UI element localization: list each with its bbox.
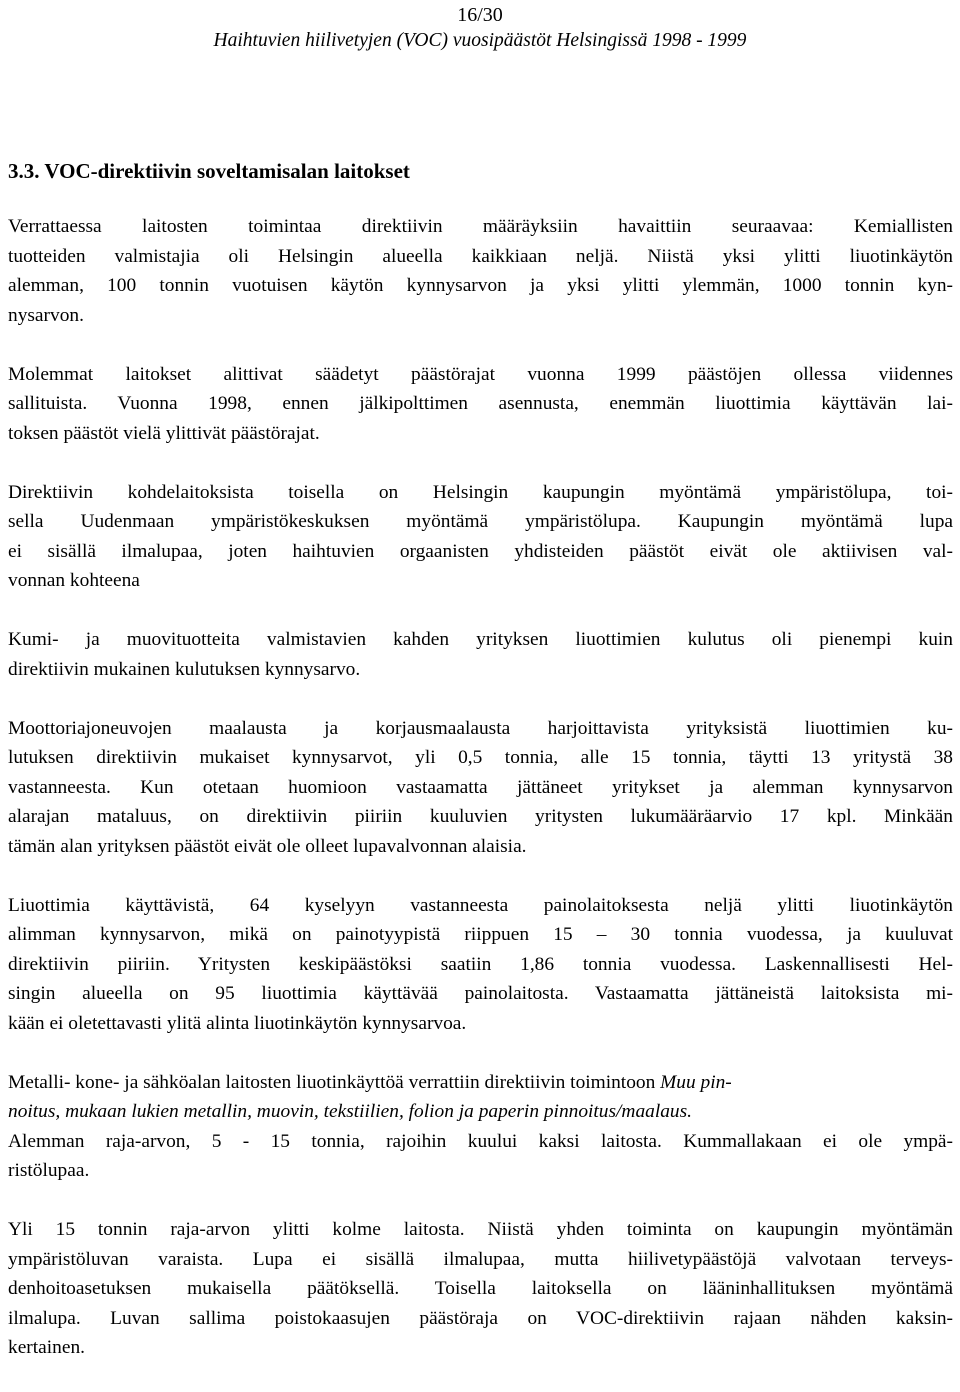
document-title: Haihtuvien hiilivetyjen (VOC) vuosipäästöt Helsingissä 1998 - 1999 xyxy=(213,30,747,51)
text-line: direktiivin piiriin. Yritysten keskipäästöksi saatiin 1,86 tonnia vuodessa. Laskennallisesti Hel- xyxy=(8,953,953,975)
text-line: sella Uudenmaan ympäristökeskuksen myöntämä ympäristölupa. Kaupungin myöntämä lupa xyxy=(8,511,953,532)
text-line: alarajan mataluus, on direktiivin piiriin kuuluvien yritysten lukumääräarvio 17 kpl. Minkään xyxy=(8,806,953,827)
text-line: singin alueella on 95 liuottimia käyttävää painolaitosta. Vastaamatta jättäneistä laitoksista mi- xyxy=(8,983,953,1004)
text-line: vonnan kohteena xyxy=(8,570,140,591)
activity-name-italic: Muu pin- xyxy=(660,1071,732,1093)
text-line: vastanneesta. Kun otetaan huomioon vastaamatta jättäneet yritykset ja alemman kynnysarvon xyxy=(8,776,953,798)
text-line: kertainen. xyxy=(8,1337,85,1358)
text-line: lutuksen direktiivin mukaiset kynnysarvot, yli 0,5 tonnia, alle 15 tonnia, täytti 13 yritystä 38 xyxy=(8,747,953,768)
text-line: toksen päästöt vielä ylittivät päästörajat. xyxy=(8,422,320,444)
text-line: tuotteiden valmistajia oli Helsingin alueella kaikkiaan neljä. Niistä yksi ylitti liuotinkäytön xyxy=(8,245,953,267)
activity-name-italic: noitus, mukaan lukien metallin, muovin, tekstiilien, folion ja paperin pinnoitus/maalaus. xyxy=(8,1101,693,1122)
text-line: Alemman raja-arvon, 5 - 15 tonnia, rajoihin kuului kaksi laitosta. Kummallakaan ei ole ympä- xyxy=(8,1130,953,1152)
text-line: alemman, 100 tonnin vuotuisen käytön kynnysarvon ja yksi ylitti ylemmän, 1000 tonnin kyn- xyxy=(8,275,953,296)
paragraph-metal-industry xyxy=(8,1068,953,1186)
section-heading: 3.3. VOC-direktiivin soveltamisalan laitokset xyxy=(8,159,410,183)
text-line: nysarvon. xyxy=(8,304,84,326)
page-header xyxy=(0,2,960,54)
text-line: sallituista. Vuonna 1998, ennen jälkipolttimen asennusta, enemmän liuottimia käyttävän lai- xyxy=(8,393,953,414)
text-line: ilmalupa. Luvan sallima poistokaasujen päästöraja on VOC-direktiivin rajaan nähden kaksin- xyxy=(8,1307,953,1329)
text-line: ristölupaa. xyxy=(8,1160,90,1181)
text-line: Liuottimia käyttävistä, 64 kyselyyn vastanneesta painolaitoksesta neljä ylitti liuotinkäytön xyxy=(8,894,953,916)
text-line: Verrattaessa laitosten toimintaa direktiivin määräyksiin havaittiin seuraavaa: Kemiallisten xyxy=(8,216,953,237)
text-line: Moottoriajoneuvojen maalausta ja korjausmaalausta harjoittavista yrityksistä liuottimien ku- xyxy=(8,717,953,739)
body-text xyxy=(8,212,953,1392)
text-segment: Metalli- kone- ja sähköalan laitosten liuotinkäyttöä verrattiin direktiivin toimintoon xyxy=(8,1071,661,1093)
text-line: kään ei oletettavasti ylitä alinta liuotinkäytön kynnysarvoa. xyxy=(8,1012,467,1034)
paragraph-vehicle-painting xyxy=(8,714,953,862)
paragraph-printing-works xyxy=(8,891,953,1039)
text-line xyxy=(8,1068,953,1098)
paragraph-environmental-permits xyxy=(8,478,953,596)
text-line: Direktiivin kohdelaitoksista toisella on Helsingin kaupungin myöntämä ympäristölupa, toi- xyxy=(8,481,953,503)
paragraph-chemical-manufacturers xyxy=(8,212,953,330)
text-line: Molemmat laitokset alittivat säädetyt päästörajat vuonna 1999 päästöjen ollessa viidennes xyxy=(8,363,953,385)
text-line: ei sisällä ilmalupaa, joten haihtuvien orgaanisten yhdisteiden päästöt eivät ole aktiivisen val- xyxy=(8,540,953,562)
paragraph-emission-limits xyxy=(8,360,953,449)
text-line: Kumi- ja muovituotteita valmistavien kahden yrityksen liuottimien kulutus oli pienempi kuin xyxy=(8,629,953,650)
paragraph-rubber-plastics xyxy=(8,625,953,684)
text-line: direktiivin mukainen kulutuksen kynnysarvo. xyxy=(8,658,361,680)
text-line: tämän alan yrityksen päästöt eivät ole olleet lupavalvonnan alaisia. xyxy=(8,835,527,857)
paragraph-large-facilities xyxy=(8,1215,953,1363)
text-line: alimman kynnysarvon, mikä on painotyypistä riippuen 15 – 30 tonnia vuodessa, ja kuuluvat xyxy=(8,924,953,945)
text-line: ympäristöluvan varaista. Lupa ei sisällä ilmalupaa, mutta hiilivetypäästöjä valvotaan terveys- xyxy=(8,1248,953,1270)
text-line: Yli 15 tonnin raja-arvon ylitti kolme laitosta. Niistä yhden toiminta on kaupungin myöntämän xyxy=(8,1219,953,1240)
text-line: denhoitoasetuksen mukaisella päätöksellä. Toisella laitoksella on lääninhallituksen myöntämä xyxy=(8,1278,953,1299)
page-number: 16/30 xyxy=(457,4,503,26)
